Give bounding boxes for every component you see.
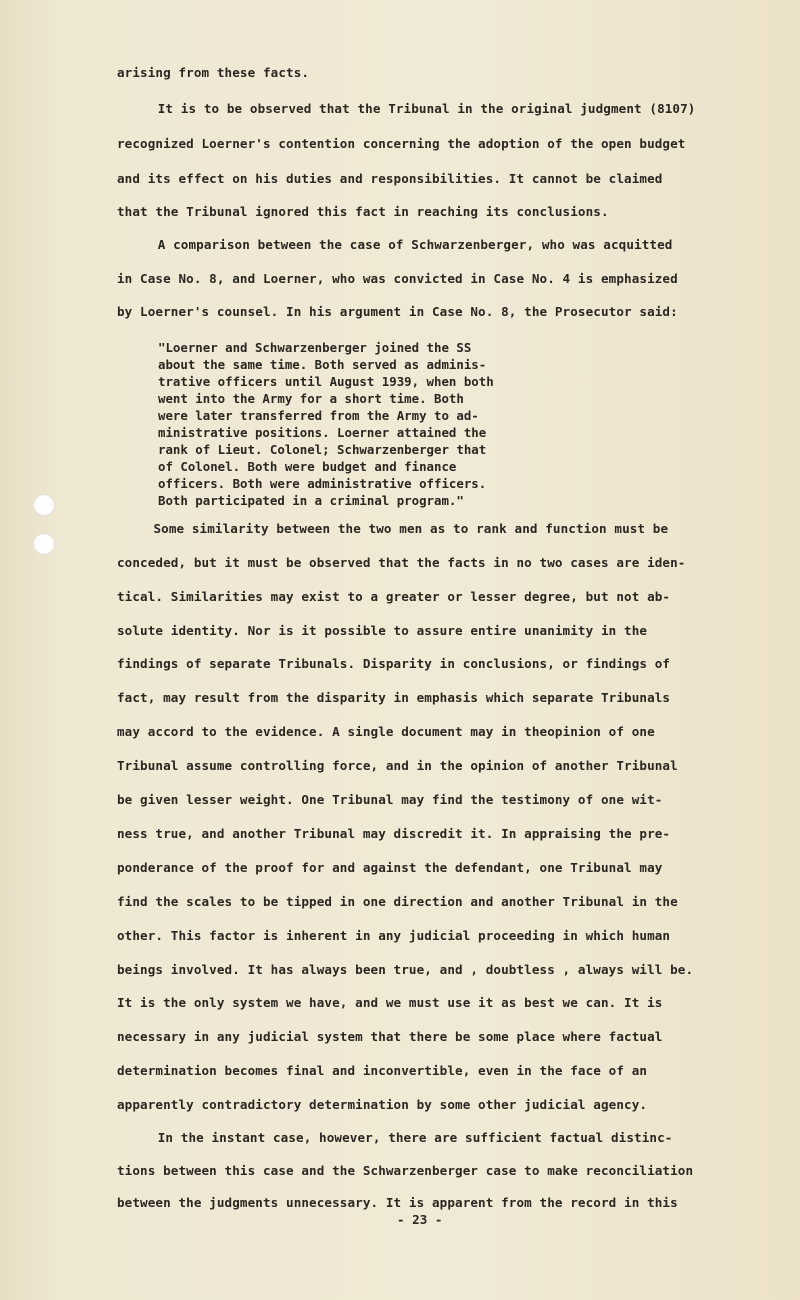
text-line: other. This factor is inherent in any judicial proceeding in which human <box>117 928 671 943</box>
quote-line: went into the Army for a short time. Both <box>158 391 464 406</box>
text-line: between the judgments unnecessary. It is apparent from the record in this <box>117 1195 678 1210</box>
text-line: necessary in any judicial system that there be some place where factual <box>117 1029 663 1044</box>
text-line: apparently contradictory determination by some other judicial agency. <box>117 1097 648 1112</box>
text-line: In the instant case, however, there are sufficient factual distinc- <box>127 1130 673 1145</box>
quote-line: ministrative positions. Loerner attained the <box>158 425 487 440</box>
text-line: findings of separate Tribunals. Disparity in conclusions, or findings of <box>117 656 671 671</box>
text-line: be given lesser weight. One Tribunal may find the testimony of one wit- <box>117 792 663 807</box>
punch-hole <box>33 533 55 555</box>
text-line: solute identity. Nor is it possible to assure entire unanimity in the <box>117 623 648 638</box>
quote-line: Both participated in a criminal program." <box>158 493 464 508</box>
quote-line: of Colonel. Both were budget and finance <box>158 459 457 474</box>
quote-line: trative officers until August 1939, when both <box>158 374 494 389</box>
text-line: arising from these facts. <box>117 65 310 80</box>
text-line: It is the only system we have, and we must use it as best we can. It is <box>117 995 663 1010</box>
text-line: ponderance of the proof for and against the defendant, one Tribunal may <box>117 860 663 875</box>
text-line: beings involved. It has always been true, and , doubtless , always will be. <box>117 962 694 977</box>
text-line: in Case No. 8, and Loerner, who was convicted in Case No. 4 is emphasized <box>117 271 678 286</box>
text-line: find the scales to be tipped in one direction and another Tribunal in the <box>117 894 678 909</box>
quote-line: "Loerner and Schwarzenberger joined the SS <box>158 340 472 355</box>
text-line: A comparison between the case of Schwarzenberger, who was acquitted <box>127 237 673 252</box>
quote-line: rank of Lieut. Colonel; Schwarzenberger that <box>158 442 487 457</box>
text-line: Some similarity between the two men as to rank and function must be <box>92 521 669 536</box>
text-line: may accord to the evidence. A single document may in theopinion of one <box>117 724 655 739</box>
quote-line: about the same time. Both served as adminis- <box>158 357 487 372</box>
quote-line: were later transferred from the Army to ad- <box>158 408 479 423</box>
text-line: Tribunal assume controlling force, and in the opinion of another Tribunal <box>117 758 678 773</box>
text-line: tical. Similarities may exist to a greater or lesser degree, but not ab- <box>117 589 671 604</box>
quote-line: officers. Both were administrative officers. <box>158 476 487 491</box>
punch-hole <box>33 494 55 516</box>
text-line: It is to be observed that the Tribunal in the original judgment (8107) <box>127 101 696 116</box>
text-line: fact, may result from the disparity in emphasis which separate Tribunals <box>117 690 671 705</box>
text-line: determination becomes final and inconvertible, even in the face of an <box>117 1063 648 1078</box>
text-line: recognized Loerner's contention concerning the adoption of the open budget <box>117 136 686 151</box>
text-line: tions between this case and the Schwarzenberger case to make reconciliation <box>117 1163 694 1178</box>
text-line: conceded, but it must be observed that the facts in no two cases are iden- <box>117 555 686 570</box>
text-line: and its effect on his duties and responsibilities. It cannot be claimed <box>117 171 663 186</box>
text-line: by Loerner's counsel. In his argument in Case No. 8, the Prosecutor said: <box>117 304 678 319</box>
text-line: ness true, and another Tribunal may discredit it. In appraising the pre- <box>117 826 671 841</box>
text-line: that the Tribunal ignored this fact in reaching its conclusions. <box>117 204 609 219</box>
page-number: - 23 - <box>397 1212 443 1227</box>
